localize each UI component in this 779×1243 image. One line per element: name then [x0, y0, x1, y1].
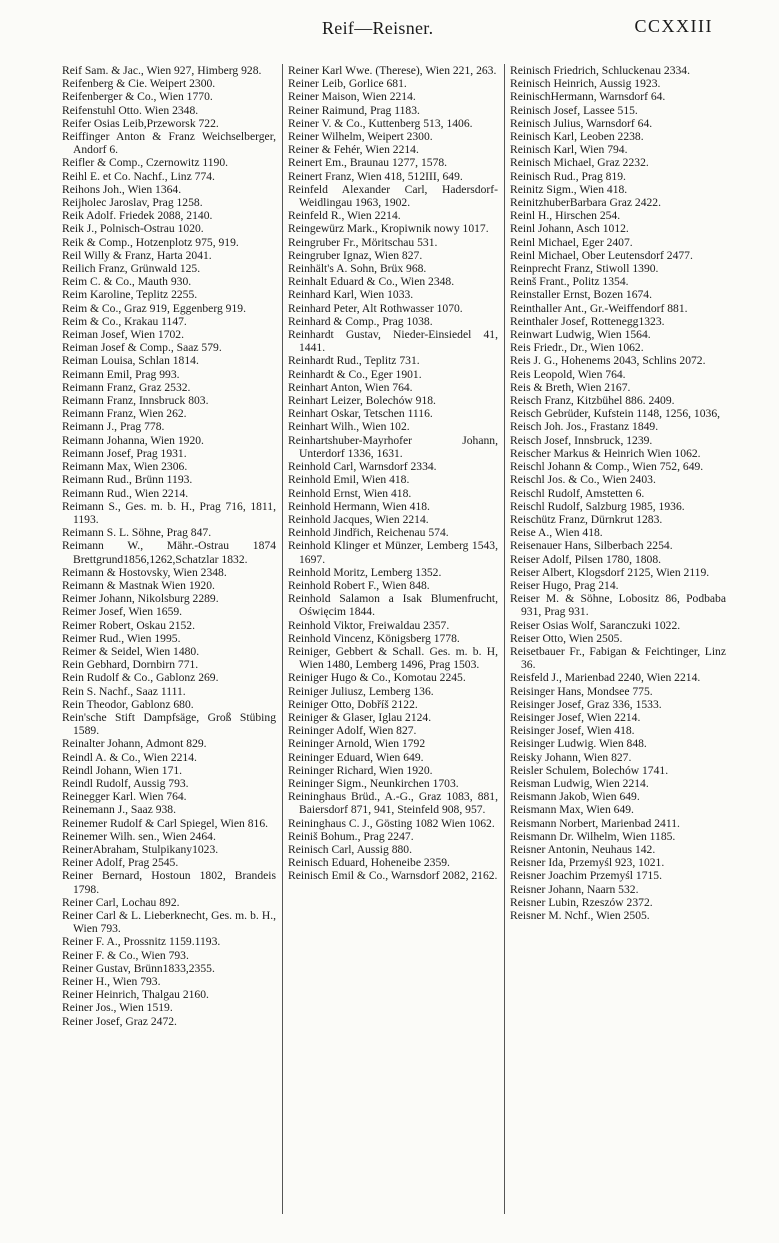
- directory-entry: Reik Adolf. Friedek 2088, 2140.: [62, 209, 213, 223]
- directory-entry: Reiman Josef, Wien 1702.: [62, 328, 185, 342]
- directory-entry: Reisner Ida, Przemyśl 923, 1021.: [510, 856, 665, 870]
- directory-entry: Reinert Em., Braunau 1277, 1578.: [288, 156, 448, 170]
- directory-entry: Reifer Osias Leib,Przeworsk 722.: [62, 116, 219, 130]
- directory-entry: Reimann J., Prag 778.: [62, 420, 165, 434]
- directory-entry: Reisinger Josef, Wien 2214.: [510, 710, 641, 724]
- directory-entry: Reisinger Hans, Mondsee 775.: [510, 684, 653, 698]
- directory-entry: Reinisch Rud., Prag 819.: [510, 169, 626, 183]
- directory-entry: Rein'sche Stift Dampfsäge, Groß Stübing 1589.: [62, 710, 276, 738]
- directory-entry: Reis Friedr., Dr., Wien 1062.: [510, 341, 644, 355]
- directory-entry: Reinisch Karl, Wien 794.: [510, 143, 628, 157]
- directory-entry: Reindl Johann, Wien 171.: [62, 763, 183, 777]
- directory-entry: Reinegger Karl. Wien 764.: [62, 790, 187, 804]
- directory-entry: Reisfeld J., Marienbad 2240, Wien 2214.: [510, 671, 701, 685]
- directory-entry: Reik J., Polnisch-Ostrau 1020.: [62, 222, 204, 236]
- directory-entry: Reimer Robert, Oskau 2152.: [62, 618, 195, 632]
- directory-entry: Reiser Adolf, Pilsen 1780, 1808.: [510, 552, 662, 566]
- directory-entry: Reik & Comp., Hotzenplotz 975, 919.: [62, 235, 239, 249]
- directory-entry: Reinert Franz, Wien 418, 512III, 649.: [288, 169, 463, 183]
- directory-entry: Reiner Heinrich, Thalgau 2160.: [62, 988, 209, 1002]
- directory-entry: Reinwart Ludwig, Wien 1564.: [510, 328, 651, 342]
- directory-entry: Reinalter Johann, Admont 829.: [62, 737, 207, 751]
- column-middle: [288, 64, 498, 1214]
- directory-entry: Reim & Co., Krakau 1147.: [62, 314, 187, 328]
- directory-entry: Reimer Johann, Nikolsburg 2289.: [62, 592, 219, 606]
- directory-entry: Reischütz Franz, Dürnkrut 1283.: [510, 512, 663, 526]
- directory-entry: Reischl Jos. & Co., Wien 2403.: [510, 473, 656, 487]
- directory-entry: Reinhold Ernst, Wien 418.: [288, 486, 412, 500]
- directory-entry: Reiffinger Anton & Franz Weichselberger, Andorf 6.: [62, 130, 276, 157]
- directory-entry: Reinstaller Ernst, Bozen 1674.: [510, 288, 652, 302]
- directory-entry: ReinerAbraham, Stulpikany1023.: [62, 842, 219, 856]
- directory-entry: Reisetbauer Fr., Fabigan & Feichtinger, Linz 36.: [510, 644, 726, 672]
- column-right: [510, 64, 726, 1214]
- running-head-title: Reif—Reisner.: [322, 18, 434, 38]
- directory-entry: Reinhart Wilh., Wien 102.: [288, 420, 410, 434]
- directory-entry: Reiniger Hugo & Co., Komotau 2245.: [288, 671, 466, 685]
- directory-entry: Reisinger Josef, Graz 336, 1533.: [510, 697, 662, 711]
- directory-entry: Reinthaller Ant., Gr.-Weiffendorf 881.: [510, 301, 688, 315]
- directory-entry: Reimann Franz, Wien 262.: [62, 407, 187, 421]
- directory-entry: Reinhold Robert F., Wien 848.: [288, 578, 430, 592]
- directory-entry: Reiniger Juliusz, Lemberg 136.: [288, 684, 434, 698]
- directory-entry: Reischl Rudolf, Amstetten 6.: [510, 486, 645, 500]
- directory-entry: Reinemer Rudolf & Carl Spiegel, Wien 816.: [62, 816, 269, 830]
- directory-entry: Reihons Joh., Wien 1364.: [62, 182, 182, 196]
- directory-entry: Reinisch Eduard, Hoheneibe 2359.: [288, 856, 450, 870]
- directory-entry: Reinhart Oskar, Tetschen 1116.: [288, 407, 433, 421]
- directory-entry: Reinfeld R., Wien 2214.: [288, 209, 401, 223]
- directory-entry: Reise A., Wien 418.: [510, 526, 603, 540]
- directory-entry: Reinl H., Hirschen 254.: [510, 209, 621, 223]
- column-left: [62, 64, 276, 1214]
- directory-entry: Reischer Markus & Heinrich Wien 1062.: [510, 446, 701, 460]
- directory-entry: Reinisch Julius, Warnsdorf 64.: [510, 116, 653, 130]
- directory-entry: Reiser Albert, Klogsdorf 2125, Wien 2119.: [510, 565, 710, 579]
- column-divider: [282, 64, 283, 1214]
- directory-entry: Reim & Co., Graz 919, Eggenberg 919.: [62, 301, 246, 315]
- column-divider: [504, 64, 505, 1214]
- directory-entry: Reimann & Mastnak Wien 1920.: [62, 578, 215, 592]
- directory-entry: Reinhold Viktor, Freiwaldau 2357.: [288, 618, 450, 632]
- directory-entry: Rein S. Nachf., Saaz 1111.: [62, 684, 186, 698]
- directory-entry: Reif Sam. & Jac., Wien 927, Himberg 928.: [62, 64, 262, 77]
- directory-entry: Reimann Rud., Wien 2214.: [62, 486, 189, 500]
- directory-entry: Reingruber Fr., Möritschau 531.: [288, 235, 438, 249]
- directory-entry: Reininger Sigm., Neunkirchen 1703.: [288, 776, 459, 790]
- directory-entry: Reimann Emil, Prag 993.: [62, 367, 180, 381]
- directory-entry: Reininger Richard, Wien 1920.: [288, 763, 433, 777]
- directory-entry: Reiner Jos., Wien 1519.: [62, 1001, 173, 1015]
- directory-entry: Reinisch Emil & Co., Warnsdorf 2082, 2162.: [288, 869, 498, 883]
- directory-entry: Reiser M. & Söhne, Lobositz 86, Podbaba 931, Prag 931.: [510, 592, 726, 619]
- directory-entry: Reindl Rudolf, Aussig 793.: [62, 776, 189, 790]
- directory-entry: Reiser Osias Wolf, Saranczuki 1022.: [510, 618, 681, 632]
- page-header: [0, 14, 779, 44]
- directory-entry: Reim Karoline, Teplitz 2255.: [62, 288, 198, 302]
- directory-entry: Reisinger Ludwig. Wien 848.: [510, 737, 647, 751]
- directory-entry: Reinemer Wilh. sen., Wien 2464.: [62, 829, 216, 843]
- directory-entry: Reisner Johann, Naarn 532.: [510, 882, 639, 896]
- directory-entry: Reimann S., Ges. m. b. H., Prag 716, 1811, 1193.: [62, 499, 276, 526]
- directory-entry: Reinhart Anton, Wien 764.: [288, 380, 413, 394]
- directory-entry: Reimann S. L. Söhne, Prag 847.: [62, 526, 212, 540]
- directory-entry: Reiner & Fehér, Wien 2214.: [288, 143, 419, 157]
- directory-entry: Reilich Franz, Grünwald 125.: [62, 262, 201, 276]
- directory-entry: Reisch Joh. Jos., Frastanz 1849.: [510, 420, 659, 434]
- directory-entry: Reinhold Moritz, Lemberg 1352.: [288, 565, 442, 579]
- directory-entry: Reinhartshuber-Mayrhofer Johann, Unterdorf 1336, 1631.: [288, 433, 498, 460]
- directory-entry: Reil Willy & Franz, Harta 2041.: [62, 248, 212, 262]
- directory-entry: Reimer & Seidel, Wien 1480.: [62, 644, 200, 658]
- directory-entry: Reininger Arnold, Wien 1792: [288, 737, 426, 751]
- directory-entry: Reiner Wilhelm, Weipert 2300.: [288, 130, 433, 144]
- directory-entry: Reinfeld Alexander Carl, Hadersdorf-Weidlingau 1963, 1902.: [288, 182, 498, 210]
- directory-entry: Reis & Breth, Wien 2167.: [510, 380, 631, 394]
- directory-entry: Reiner F. & Co., Wien 793.: [62, 948, 189, 962]
- directory-entry: Reiner Gustav, Brünn1833,2355.: [62, 961, 215, 975]
- directory-entry: Reimann W., Mähr.-Ostrau 1874 Brettgrund1856,1262,Schatzlar 1832.: [62, 539, 276, 566]
- directory-entry: Reinisch Michael, Graz 2232.: [510, 156, 649, 170]
- directory-entry: Reininger Eduard, Wien 649.: [288, 750, 424, 764]
- directory-entry: Rein Rudolf & Co., Gablonz 269.: [62, 671, 219, 685]
- directory-entry: Reiner Leib, Gorlice 681.: [288, 77, 407, 91]
- directory-entry: Reinhold Jindřich, Reichenau 574.: [288, 526, 449, 540]
- directory-entry: Reisner M. Nchf., Wien 2505.: [510, 909, 650, 922]
- directory-entry: Reinitz Sigm., Wien 418.: [510, 182, 628, 196]
- directory-entry: Reiniš Bohum., Prag 2247.: [288, 829, 414, 843]
- directory-entry: Reiser Otto, Wien 2505.: [510, 631, 623, 645]
- directory-entry: Reiman Josef & Comp., Saaz 579.: [62, 341, 222, 355]
- directory-entry: Reinhold Emil, Wien 418.: [288, 473, 410, 487]
- directory-entry: ReinischHermann, Warnsdorf 64.: [510, 90, 666, 104]
- directory-entry: Reiner Josef, Graz 2472.: [62, 1014, 177, 1028]
- directory-entry: Reinprecht Franz, Stiwoll 1390.: [510, 262, 659, 276]
- directory-entry: Reiner Adolf, Prag 2545.: [62, 856, 179, 870]
- directory-entry: Reisky Johann, Wien 827.: [510, 750, 632, 764]
- directory-entry: Reifler & Comp., Czernowitz 1190.: [62, 156, 229, 170]
- directory-entry: Reisinger Josef, Wien 418.: [510, 724, 635, 738]
- directory-entry: Reinhardt Rud., Teplitz 731.: [288, 354, 420, 368]
- directory-entry: Reischl Johann & Comp., Wien 752, 649.: [510, 460, 704, 474]
- directory-entry: Reinthaler Josef, Rottenegg1323.: [510, 314, 665, 328]
- directory-entry: Reinisch Friedrich, Schluckenau 2334.: [510, 64, 690, 77]
- directory-entry: Reinhold Vincenz, Königsberg 1778.: [288, 631, 460, 645]
- directory-entry: Reischl Rudolf, Salzburg 1985, 1936.: [510, 499, 685, 513]
- directory-entry: Reinhardt Gustav, Nieder-Einsiedel 41, 1441.: [288, 328, 498, 355]
- directory-entry: Reinhold Hermann, Wien 418.: [288, 499, 430, 513]
- directory-entry: Reinl Michael, Ober Leutensdorf 2477.: [510, 248, 693, 262]
- directory-entry: Reinhold Carl, Warnsdorf 2334.: [288, 460, 437, 474]
- directory-entry: Reijholec Jaroslav, Prag 1258.: [62, 196, 203, 210]
- directory-entry: Reisenauer Hans, Silberbach 2254.: [510, 539, 673, 553]
- directory-entry: Reinhold Klinger et Münzer, Lemberg 1543, 1697.: [288, 539, 498, 566]
- directory-entry: Reiner H., Wien 793.: [62, 975, 161, 989]
- directory-entry: Reininghaus C. J., Gösting 1082 Wien 1062.: [288, 816, 495, 830]
- directory-entry: Reindl A. & Co., Wien 2214.: [62, 750, 197, 764]
- directory-entry: Reimann & Hostovsky, Wien 2348.: [62, 565, 227, 579]
- directory-entry: Reinhalt Eduard & Co., Wien 2348.: [288, 275, 455, 289]
- directory-entry: Reinhard & Comp., Prag 1038.: [288, 314, 433, 328]
- directory-entry: Reimann Johanna, Wien 1920.: [62, 433, 204, 447]
- directory-columns: [58, 64, 726, 1214]
- directory-entry: Reismann Max, Wien 649.: [510, 803, 634, 817]
- directory-entry: Reinisch Carl, Aussig 880.: [288, 842, 412, 856]
- directory-entry: Reinisch Josef, Lassee 515.: [510, 103, 638, 117]
- directory-entry: Reimer Rud., Wien 1995.: [62, 631, 181, 645]
- directory-entry: Reinl Michael, Eger 2407.: [510, 235, 633, 249]
- directory-entry: Reimann Rud., Brünn 1193.: [62, 473, 193, 487]
- directory-entry: Reisler Schulem, Bolechów 1741.: [510, 763, 669, 777]
- directory-entry: Reisner Antonin, Neuhaus 142.: [510, 842, 656, 856]
- directory-entry: Reiner F. A., Prossnitz 1159.1193.: [62, 935, 221, 949]
- directory-entry: Reis J. G., Hohenems 2043, Schlins 2072.: [510, 354, 706, 368]
- directory-entry: Reim C. & Co., Mauth 930.: [62, 275, 192, 289]
- directory-entry: Reisner Lubin, Rzeszów 2372.: [510, 895, 653, 909]
- page-number: CCXXIII: [634, 16, 713, 36]
- directory-entry: Reimann Franz, Graz 2532.: [62, 380, 191, 394]
- directory-entry: Reimann Max, Wien 2306.: [62, 460, 188, 474]
- directory-entry: Reiner Carl & L. Lieberknecht, Ges. m. b. H., Wien 793.: [62, 909, 276, 936]
- directory-entry: Reinemann J., Saaz 938.: [62, 803, 176, 817]
- directory-entry: Reinisch Karl, Leoben 2238.: [510, 130, 644, 144]
- directory-entry: Reismann Norbert, Marienbad 2411.: [510, 816, 680, 830]
- directory-entry: Reisch Franz, Kitzbühel 886. 2409.: [510, 394, 675, 408]
- directory-entry: Reiniger & Glaser, Iglau 2124.: [288, 710, 432, 724]
- directory-entry: Reisch Josef, Innsbruck, 1239.: [510, 433, 653, 447]
- directory-entry: Rein Gebhard, Dornbirn 771.: [62, 658, 199, 672]
- directory-entry: Reimer Josef, Wien 1659.: [62, 605, 183, 619]
- directory-entry: Reiniger, Gebbert & Schall. Ges. m. b. H, Wien 1480, Lemberg 1496, Prag 1503.: [288, 644, 498, 672]
- directory-entry: Reinhard Peter, Alt Rothwasser 1070.: [288, 301, 463, 315]
- directory-entry: Reimann Franz, Innsbruck 803.: [62, 394, 209, 408]
- directory-entry: Reingewürz Mark., Kropiwnik nowy 1017.: [288, 222, 489, 236]
- directory-entry: Reinš Frant., Politz 1354.: [510, 275, 629, 289]
- directory-entry: Reinisch Heinrich, Aussig 1923.: [510, 77, 661, 91]
- directory-entry: Reiman Louisa, Schlan 1814.: [62, 354, 199, 368]
- directory-entry: Reis Leopold, Wien 764.: [510, 367, 626, 381]
- directory-entry: Reifenberg & Cie. Weipert 2300.: [62, 77, 216, 91]
- directory-entry: Reinl Johann, Asch 1012.: [510, 222, 629, 236]
- directory-entry: Reiner Maison, Wien 2214.: [288, 90, 416, 104]
- directory-entry: Reisch Gebrüder, Kufstein 1148, 1256, 1036,: [510, 407, 721, 421]
- directory-entry: Reihl E. et Co. Nachf., Linz 774.: [62, 169, 215, 183]
- directory-entry: Reinhard Karl, Wien 1033.: [288, 288, 414, 302]
- directory-entry: Reinhart Leizer, Bolechów 918.: [288, 394, 436, 408]
- directory-entry: Reinhardt & Co., Eger 1901.: [288, 367, 422, 381]
- directory-entry: Reismann Jakob, Wien 649.: [510, 790, 640, 804]
- directory-entry: Reiner Carl, Lochau 892.: [62, 895, 180, 909]
- directory-entry: Rein Theodor, Gablonz 680.: [62, 697, 194, 711]
- directory-entry: Reifenstuhl Otto. Wien 2348.: [62, 103, 199, 117]
- directory-entry: Reisman Ludwig, Wien 2214.: [510, 776, 649, 790]
- directory-entry: Reininghaus Brüd., A.-G., Graz 1083, 881, Baiersdorf 871, 941, Steinfeld 908, 957.: [288, 790, 498, 817]
- directory-entry: Reisner Joachim Przemyśl 1715.: [510, 869, 662, 883]
- directory-entry: ReinitzhuberBarbara Graz 2422.: [510, 196, 661, 210]
- directory-entry: Reimann Josef, Prag 1931.: [62, 446, 187, 460]
- directory-entry: Reiner Bernard, Hostoun 1802, Brandeis 1798.: [62, 869, 276, 896]
- directory-entry: Reiniger Otto, Dobříš 2122.: [288, 697, 418, 711]
- directory-entry: Reiner V. & Co., Kuttenberg 513, 1406.: [288, 116, 473, 130]
- directory-entry: Reiner Raimund, Prag 1183.: [288, 103, 420, 117]
- directory-entry: Reinhält's A. Sohn, Brüx 968.: [288, 262, 427, 276]
- directory-entry: Reingruber Ignaz, Wien 827.: [288, 248, 423, 262]
- directory-entry: Reiner Karl Wwe. (Therese), Wien 221, 263.: [288, 64, 497, 77]
- directory-entry: Reismann Dr. Wilhelm, Wien 1185.: [510, 829, 676, 843]
- directory-entry: Reinhold Salamon a Isak Blumenfrucht, Oświęcim 1844.: [288, 592, 498, 619]
- directory-entry: Reifenberger & Co., Wien 1770.: [62, 90, 213, 104]
- directory-entry: Reinhold Jacques, Wien 2214.: [288, 512, 429, 526]
- directory-entry: Reiser Hugo, Prag 214.: [510, 578, 619, 592]
- directory-entry: Reininger Adolf, Wien 827.: [288, 724, 417, 738]
